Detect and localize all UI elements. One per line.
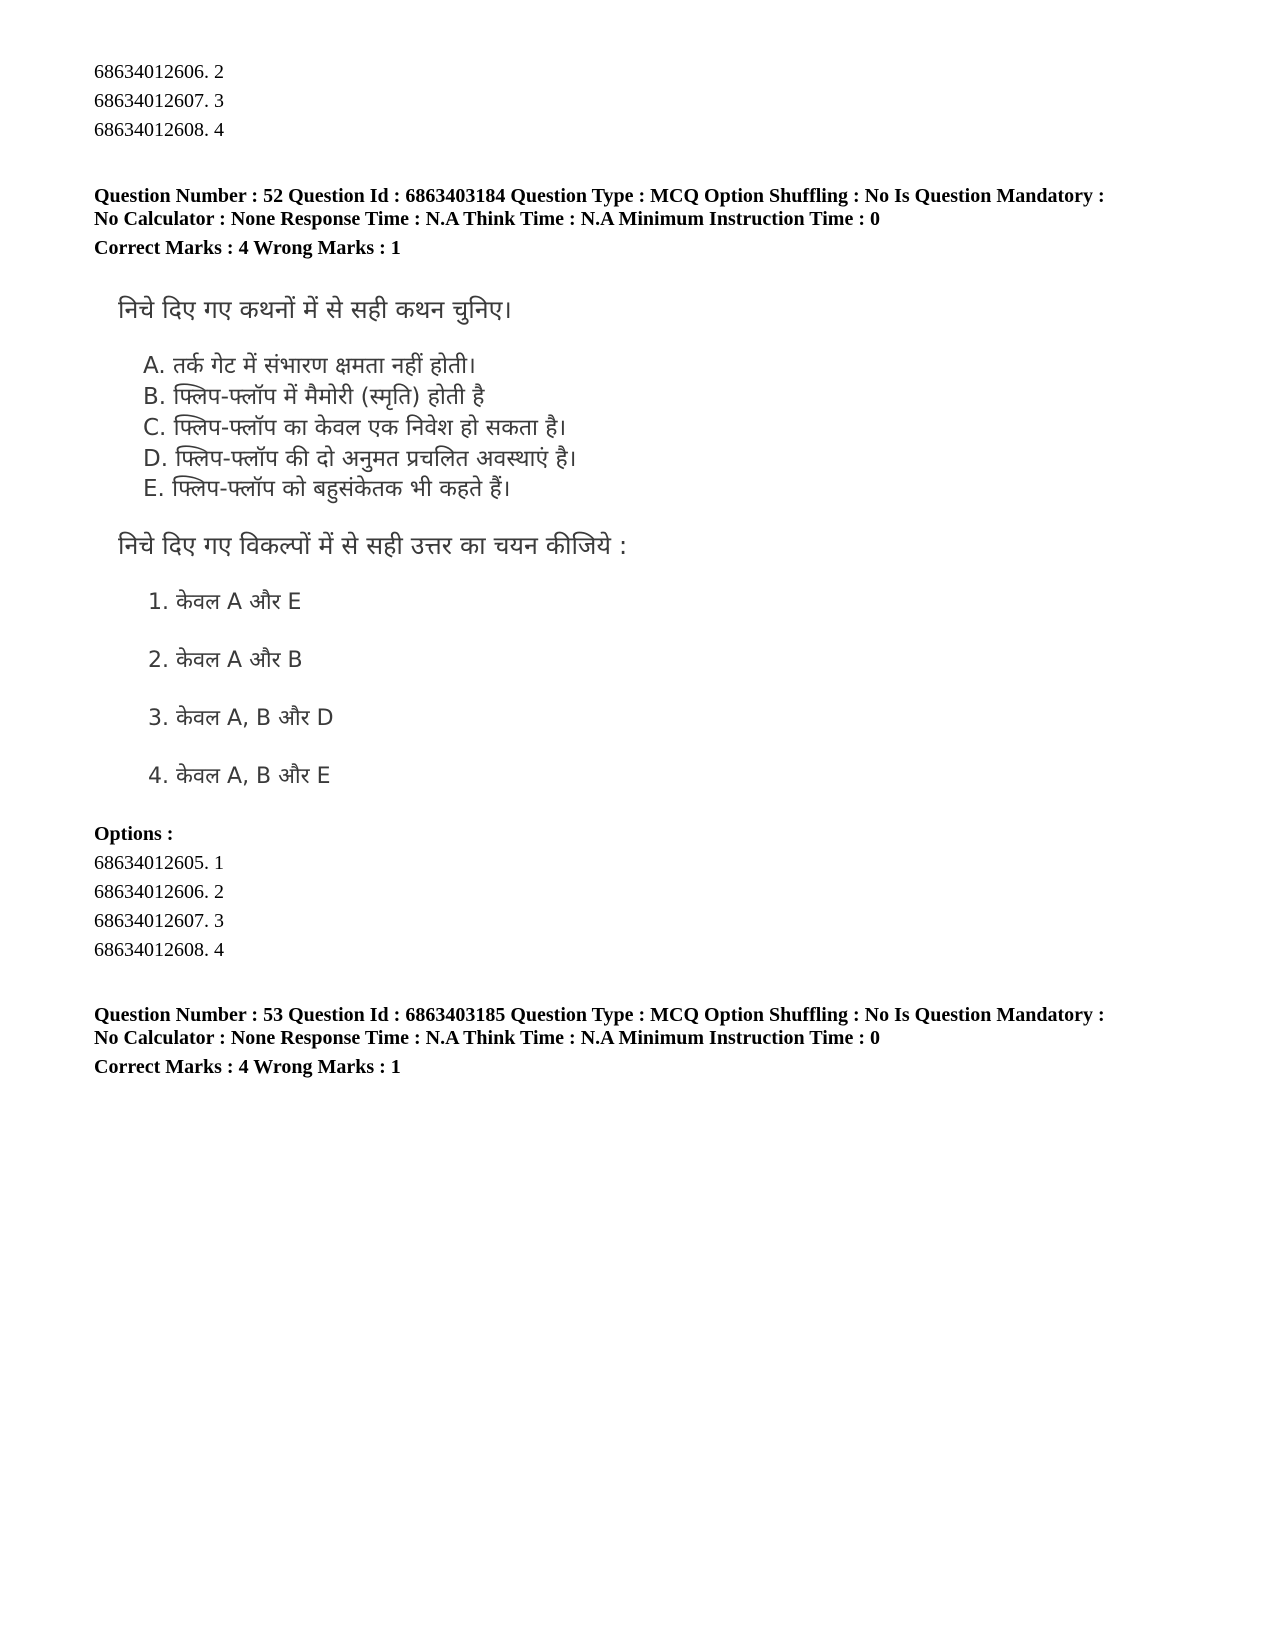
q53-marks: Correct Marks : 4 Wrong Marks : 1 [94, 1056, 401, 1078]
q52-choice-1: 1. केवल A और E [148, 590, 302, 615]
q52-choice-4: 4. केवल A, B और E [148, 764, 331, 789]
q52-choice-3: 3. केवल A, B और D [148, 706, 334, 731]
prev-option-3: 68634012607. 3 [94, 90, 224, 112]
q52-statement-b: B. फ्लिप-फ्लॉप में मैमोरी (स्मृति) होती है [143, 384, 485, 410]
q52-stem: निचे दिए गए कथनों में से सही कथन चुनिए। [118, 295, 512, 324]
q52-statement-d: D. फ्लिप-फ्लॉप की दो अनुमत प्रचलित अवस्थाएं है। [143, 446, 577, 472]
q52-question-image [118, 288, 638, 808]
q53-header-line1: Question Number : 53 Question Id : 6863403185 Question Type : MCQ Option Shuffling : No Is Question Mandatory : [94, 1004, 1105, 1026]
q52-instruction: निचे दिए गए विकल्पों में से सही उत्तर का चयन कीजिये : [118, 531, 628, 560]
q52-header-line2: No Calculator : None Response Time : N.A Think Time : N.A Minimum Instruction Time : 0 [94, 208, 880, 230]
q52-header-line1: Question Number : 52 Question Id : 6863403184 Question Type : MCQ Option Shuffling : No Is Question Mandatory : [94, 185, 1105, 207]
q53-header-line2: No Calculator : None Response Time : N.A Think Time : N.A Minimum Instruction Time : 0 [94, 1027, 880, 1049]
q52-option-3: 68634012607. 3 [94, 910, 224, 932]
prev-option-2: 68634012606. 2 [94, 61, 224, 83]
q52-choice-2: 2. केवल A और B [148, 648, 303, 673]
q52-marks: Correct Marks : 4 Wrong Marks : 1 [94, 237, 401, 259]
q52-options-label: Options : [94, 823, 174, 845]
q52-option-4: 68634012608. 4 [94, 939, 224, 961]
q52-statement-c: C. फ्लिप-फ्लॉप का केवल एक निवेश हो सकता है। [143, 415, 567, 441]
q52-option-2: 68634012606. 2 [94, 881, 224, 903]
q52-statement-a: A. तर्क गेट में संभारण क्षमता नहीं होती। [143, 353, 476, 379]
q52-option-1: 68634012605. 1 [94, 852, 224, 874]
q52-statement-e: E. फ्लिप-फ्लॉप को बहुसंकेतक भी कहते हैं। [143, 476, 511, 502]
prev-option-4: 68634012608. 4 [94, 119, 224, 141]
